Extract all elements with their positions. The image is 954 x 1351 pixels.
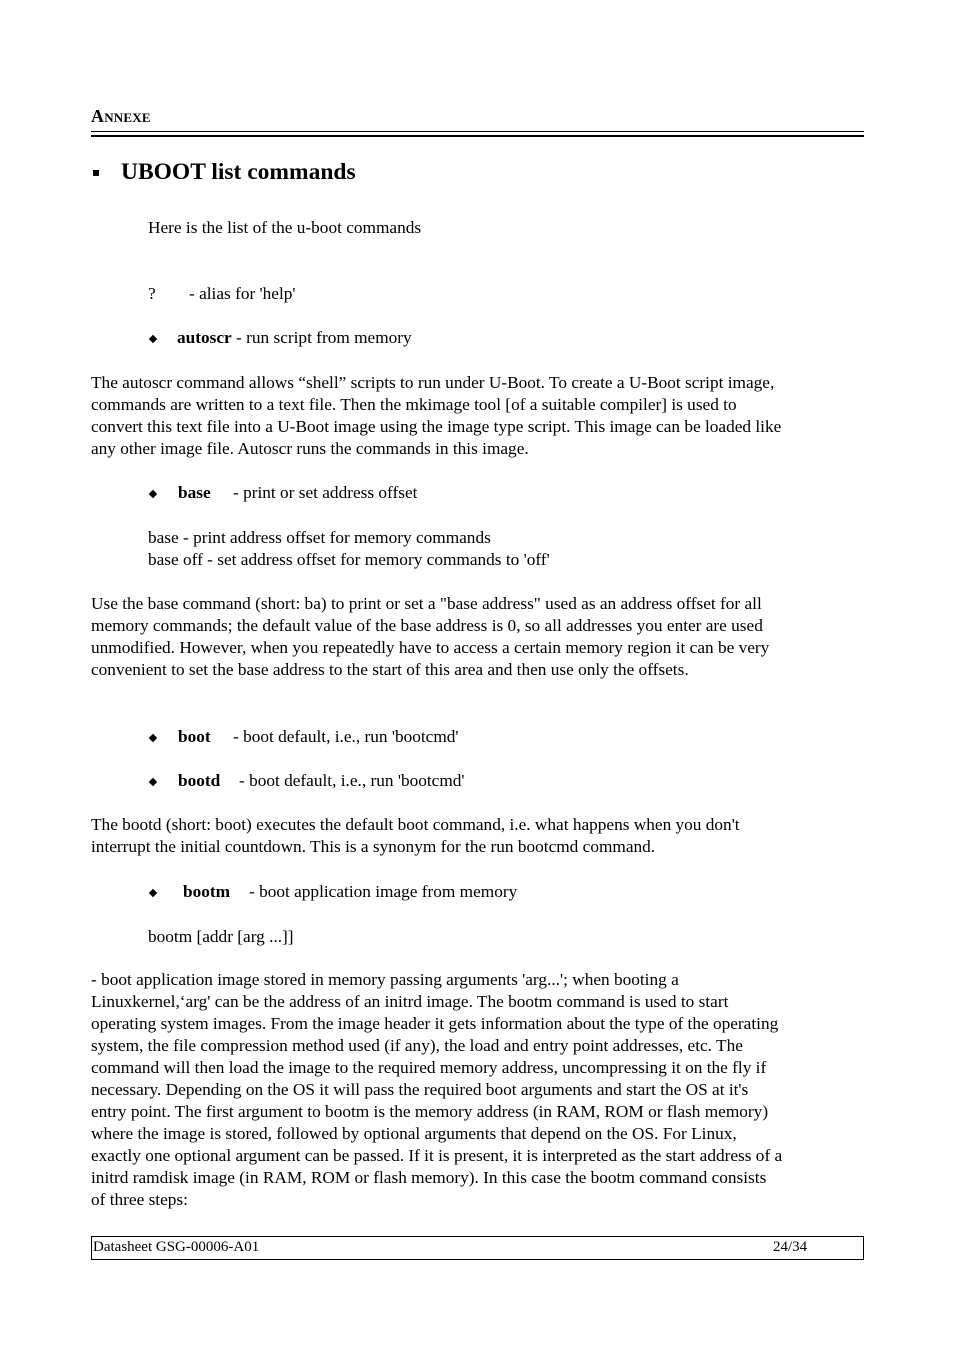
running-header: Annexe <box>91 106 151 126</box>
bootm-cmd: bootm <box>183 882 231 901</box>
bootd-paragraph <box>91 814 866 858</box>
para-line: command will then load the image to the required memory address, uncompressing it on the fly if <box>91 1058 767 1077</box>
para-line: The autoscr command allows “shell” scripts to run under U-Boot. To create a U-Boot script image, <box>91 373 775 392</box>
bootm-usage: bootm [addr [arg ...]] <box>148 927 294 946</box>
para-line: exactly one optional argument can be passed. If it is present, it is interpreted as the start address of a <box>91 1146 783 1165</box>
autoscr-paragraph <box>91 372 866 460</box>
para-line: any other image file. Autoscr runs the commands in this image. <box>91 439 529 458</box>
diamond-bullet-icon <box>149 490 157 498</box>
autoscr-item <box>177 327 412 349</box>
para-line: interrupt the initial countdown. This is a synonym for the run bootcmd command. <box>91 837 656 856</box>
para-line: of three steps: <box>91 1190 188 1209</box>
para-line: initrd ramdisk image (in RAM, ROM or flash memory). In this case the bootm command consists <box>91 1168 767 1187</box>
diamond-bullet-icon <box>149 335 157 343</box>
section-title: UBOOT list commands <box>121 159 356 185</box>
base-desc: - print or set address offset <box>233 483 418 502</box>
bootm-desc: - boot application image from memory <box>249 882 518 901</box>
intro-text: Here is the list of the u-boot commands <box>148 218 422 237</box>
para-line: necessary. Depending on the OS it will pass the required boot arguments and start the OS at it's <box>91 1080 749 1099</box>
base-cmd: base <box>178 483 211 502</box>
square-bullet-icon <box>93 170 99 176</box>
para-line: Use the base command (short: ba) to print or set a "base address" used as an address offset for all <box>91 594 762 613</box>
autoscr-desc: - run script from memory <box>231 328 412 347</box>
header-rule-thin <box>91 131 864 132</box>
autoscr-cmd: autoscr <box>177 328 232 347</box>
para-line: - boot application image stored in memory passing arguments 'arg...'; when booting a <box>91 970 679 989</box>
para-line: unmodified. However, when you repeatedly have to access a certain memory region it can be very <box>91 638 770 657</box>
alias-cmd: ? <box>148 284 156 303</box>
footer-page-number: 24/34 <box>773 1239 808 1255</box>
bootm-paragraph <box>91 969 866 1211</box>
diamond-bullet-icon <box>149 889 157 897</box>
para-line: Linuxkernel,‘arg' can be the address of an initrd image. The bootm command is used to start <box>91 992 729 1011</box>
base-usage-1: base - print address offset for memory commands <box>148 528 491 547</box>
para-line: system, the file compression method used (if any), the load and entry point addresses, etc. The <box>91 1036 743 1055</box>
para-line: memory commands; the default value of the base address is 0, so all addresses you enter are used <box>91 616 763 635</box>
para-line: where the image is stored, followed by optional arguments that depend on the OS. For Linux, <box>91 1124 737 1143</box>
base-usage-2: base off - set address offset for memory commands to 'off' <box>148 550 550 569</box>
diamond-bullet-icon <box>149 734 157 742</box>
bootd-desc: - boot default, i.e., run 'bootcmd' <box>239 771 465 790</box>
para-line: entry point. The first argument to bootm is the memory address (in RAM, ROM or flash memory) <box>91 1102 769 1121</box>
para-line: convenient to set the base address to the start of this area and then use only the offsets. <box>91 660 689 679</box>
bootd-cmd: bootd <box>178 771 221 790</box>
para-line: commands are written to a text file. Then the mkimage tool [of a suitable compiler] is used to <box>91 395 737 414</box>
base-paragraph <box>91 593 866 681</box>
para-line: convert this text file into a U-Boot image using the image type script. This image can be loaded like <box>91 417 782 436</box>
diamond-bullet-icon <box>149 778 157 786</box>
para-line: The bootd (short: boot) executes the default boot command, i.e. what happens when you don't <box>91 815 740 834</box>
alias-desc: - alias for 'help' <box>189 284 296 303</box>
header-rule-thick <box>91 135 864 137</box>
boot-desc: - boot default, i.e., run 'bootcmd' <box>233 727 459 746</box>
boot-cmd: boot <box>178 727 211 746</box>
para-line: operating system images. From the image header it gets information about the type of the operating <box>91 1014 779 1033</box>
footer-doc-id: Datasheet GSG-00006-A01 <box>93 1239 260 1255</box>
